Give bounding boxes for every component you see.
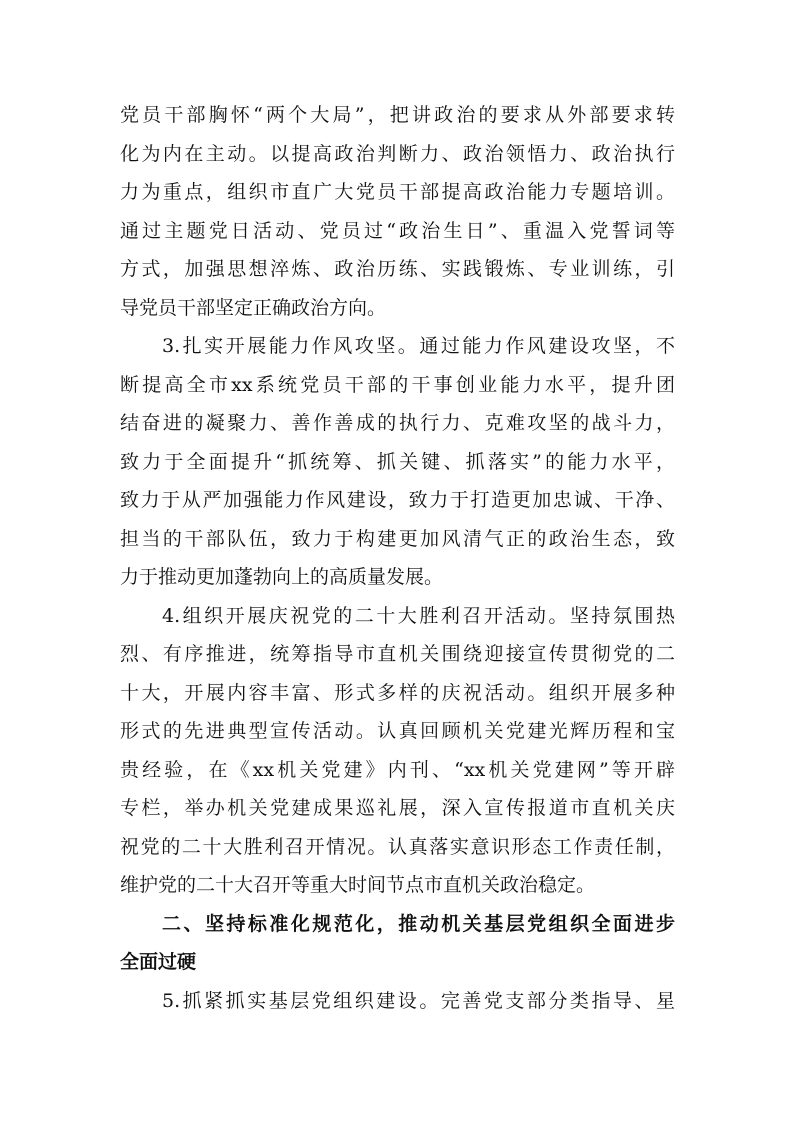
- text-line: 3.扎实开展能力作风攻坚。通过能力作风建设攻坚，不: [162, 335, 675, 357]
- text-line: 结奋进的凝聚力、善作善成的执行力、克难攻坚的战斗力，: [120, 412, 675, 434]
- text-line: 5.抓紧抓实基层党组织建设。完善党支部分类指导、星: [162, 989, 675, 1012]
- text-line: 党员干部胸怀“两个大局”，把讲政治的要求从外部要求转: [120, 104, 675, 126]
- text-line: 担当的干部队伍，致力于构建更加风清气正的政治生态，致: [120, 527, 675, 550]
- text-line: 祝党的二十大胜利召开情况。认真落实意识形态工作责任制，: [120, 835, 675, 858]
- heading-line: 全面过硬: [120, 951, 197, 973]
- text-line: 力于推动更加蓬勃向上的高质量发展。: [120, 566, 444, 588]
- section-heading: [120, 905, 675, 982]
- text-line: 烈、有序推进，统筹指导市直机关围绕迎接宣传贯彻党的二: [120, 643, 675, 665]
- text-line: 贵经验，在《xx机关党建》内刊、“xx机关党建网”等开辟: [120, 758, 675, 781]
- document-page: [120, 96, 675, 1020]
- text-line: 十大，开展内容丰富、形式多样的庆祝活动。组织开展多种: [120, 681, 675, 704]
- text-line: 通过主题党日活动、党员过“政治生日”、重温入党誓词等: [120, 219, 675, 242]
- paragraph-capability-style: [120, 327, 675, 597]
- text-line: 导党员干部坚定正确政治方向。: [120, 296, 387, 319]
- text-line: 致力于全面提升“抓统筹、抓关键、抓落实”的能力水平，: [120, 450, 675, 473]
- text-line: 断提高全市xx系统党员干部的干事创业能力水平，提升团: [120, 373, 675, 396]
- text-line: 专栏，举办机关党建成果巡礼展，深入宣传报道市直机关庆: [120, 797, 675, 819]
- text-line: 致力于从严加强能力作风建设，致力于打造更加忠诚、干净、: [120, 489, 675, 511]
- text-line: 4.组织开展庆祝党的二十大胜利召开活动。坚持氛围热: [162, 604, 675, 627]
- text-line: 化为内在主动。以提高政治判断力、政治领悟力、政治执行: [120, 142, 675, 165]
- text-line: 维护党的二十大召开等重大时间节点市直机关政治稳定。: [120, 874, 596, 896]
- text-line: 方式，加强思想淬炼、政治历练、实践锻炼、专业训练，引: [120, 258, 675, 280]
- paragraph-grassroots-organization: [120, 982, 675, 1021]
- paragraph-political-training: [120, 96, 675, 327]
- text-line: 力为重点，组织市直广大党员干部提高政治能力专题培训。: [120, 181, 675, 203]
- heading-line: 二、坚持标准化规范化，推动机关基层党组织全面进步: [162, 912, 675, 935]
- paragraph-celebration-activities: [120, 597, 675, 905]
- text-line: 形式的先进典型宣传活动。认真回顾机关党建光辉历程和宝: [120, 720, 675, 742]
